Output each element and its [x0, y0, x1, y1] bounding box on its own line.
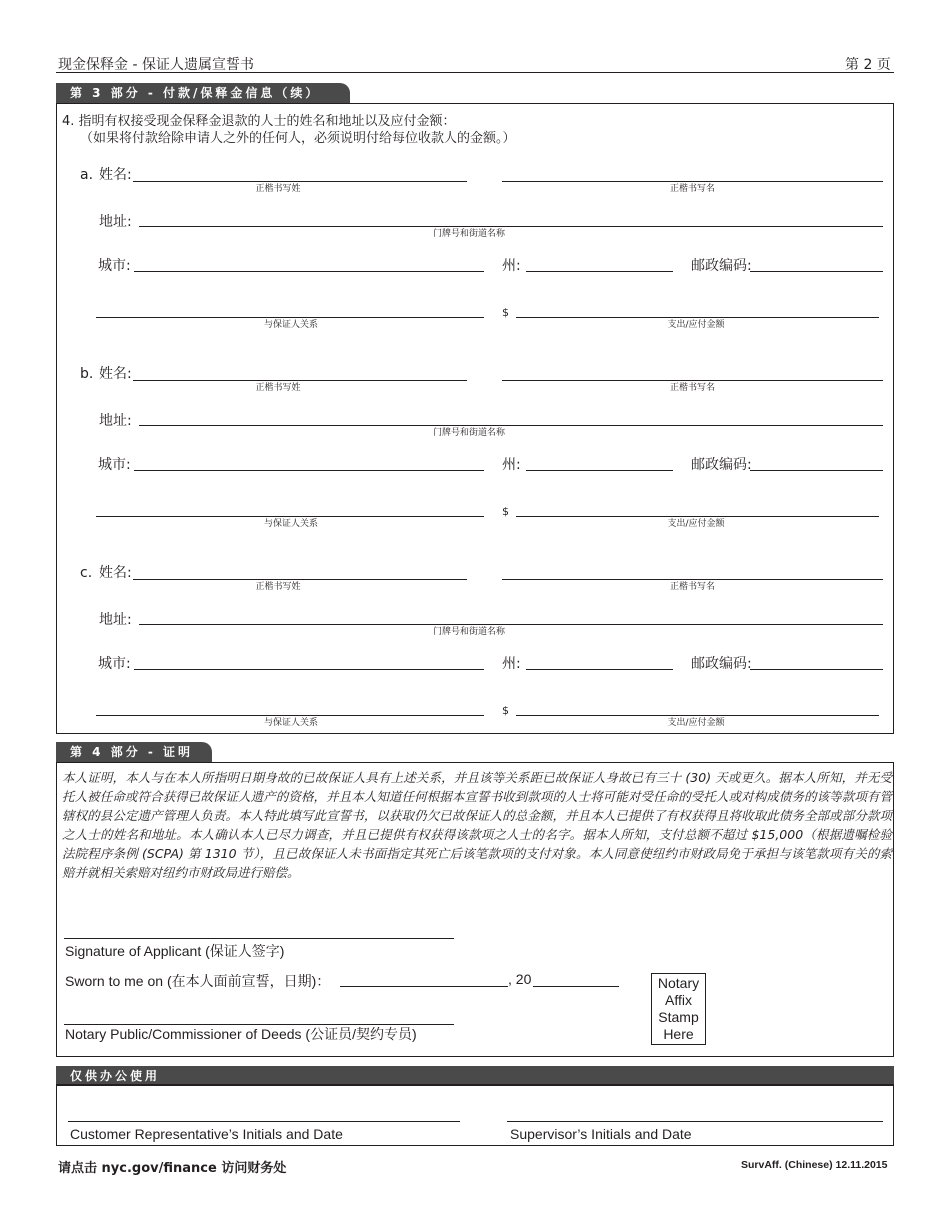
zip-label: 邮政编码: — [691, 258, 752, 274]
supervisor-line[interactable] — [507, 1121, 883, 1122]
zip-field[interactable] — [750, 271, 883, 272]
customer-rep-line[interactable] — [68, 1121, 460, 1122]
zip-label: 邮政编码: — [691, 457, 752, 473]
notary-label: Notary Public/Commissioner of Deeds (公证员/契约专员) — [65, 1026, 417, 1042]
dollar-sign: $ — [502, 505, 509, 518]
section3-tab: 第 3 部分 - 付款/保释金信息（续） — [56, 83, 350, 103]
givenname-hint: 正楷书写名 — [669, 184, 715, 194]
q4-instruction: 4. 指明有权接受现金保释金退款的人士的姓名和地址以及应付金额： — [62, 114, 456, 129]
q4-note: （如果将付款给除申请人之外的任何人，必须说明付给每位收款人的金额。） — [80, 131, 516, 146]
city-label: 城市: — [98, 656, 131, 672]
amount-field[interactable] — [516, 516, 879, 517]
payee-letter: a. — [80, 167, 94, 183]
address-field[interactable] — [139, 226, 883, 227]
relationship-hint: 与保证人关系 — [263, 519, 318, 529]
state-label: 州: — [502, 656, 521, 672]
address-label: 地址: — [99, 413, 132, 429]
footer-website: 请点击 nyc.gov/finance 访问财务处 — [58, 1161, 287, 1176]
office-use-bar: 仅供办公使用 — [56, 1066, 894, 1086]
address-label: 地址: — [99, 214, 132, 230]
zip-label: 邮政编码: — [691, 656, 752, 672]
notary-stamp-box — [651, 973, 706, 1045]
zip-field[interactable] — [750, 669, 883, 670]
footer-form-id: SurvAff. (Chinese) 12.11.2015 — [741, 1159, 888, 1171]
city-field[interactable] — [134, 669, 484, 670]
signature-line[interactable] — [64, 938, 454, 939]
zip-field[interactable] — [750, 470, 883, 471]
givenname-field[interactable] — [502, 181, 883, 182]
state-field[interactable] — [526, 271, 673, 272]
city-label: 城市: — [98, 457, 131, 473]
relationship-hint: 与保证人关系 — [263, 320, 318, 330]
dollar-sign: $ — [502, 704, 509, 717]
surname-hint: 正楷书写姓 — [255, 184, 301, 194]
amount-hint: 支出/应付金额 — [667, 718, 725, 728]
address-field[interactable] — [139, 425, 883, 426]
address-field[interactable] — [139, 624, 883, 625]
dollar-sign: $ — [502, 306, 509, 319]
amount-hint: 支出/应付金额 — [667, 320, 725, 330]
address-hint: 门牌号和街道名称 — [432, 627, 505, 637]
address-hint: 门牌号和街道名称 — [432, 229, 505, 239]
relationship-field[interactable] — [96, 715, 484, 716]
payee-letter: c. — [80, 565, 93, 581]
stamp-line-2: Affix — [665, 992, 692, 1008]
address-hint: 门牌号和街道名称 — [432, 428, 505, 438]
page-number: 第 2 页 — [845, 57, 891, 73]
surname-field[interactable] — [133, 380, 467, 381]
sworn-label: Sworn to me on (在本人面前宣誓，日期)： — [65, 973, 331, 989]
state-field[interactable] — [526, 470, 673, 471]
relationship-field[interactable] — [96, 516, 484, 517]
relationship-hint: 与保证人关系 — [263, 718, 318, 728]
supervisor-label: Supervisor’s Initials and Date — [510, 1126, 692, 1142]
name-label: 姓名: — [99, 366, 132, 382]
amount-hint: 支出/应付金额 — [667, 519, 725, 529]
city-field[interactable] — [134, 470, 484, 471]
sworn-year-line[interactable] — [533, 986, 619, 987]
stamp-line-4: Here — [663, 1026, 694, 1042]
amount-field[interactable] — [516, 715, 879, 716]
amount-field[interactable] — [516, 317, 879, 318]
stamp-line-3: Stamp — [658, 1009, 699, 1025]
payee-letter: b. — [80, 366, 94, 382]
state-field[interactable] — [526, 669, 673, 670]
city-label: 城市: — [98, 258, 131, 274]
givenname-field[interactable] — [502, 579, 883, 580]
surname-hint: 正楷书写姓 — [255, 582, 301, 592]
givenname-hint: 正楷书写名 — [669, 383, 715, 393]
givenname-field[interactable] — [502, 380, 883, 381]
form-title: 现金保释金 - 保证人遗属宣誓书 — [58, 57, 254, 73]
stamp-line-1: Notary — [657, 975, 700, 991]
surname-hint: 正楷书写姓 — [255, 383, 301, 393]
address-label: 地址: — [99, 612, 132, 628]
certification-text: 本人证明，本人与在本人所指明日期身故的已故保证人具有上述关系，并且该等关系距已故保证人身故已有三十 (30) 天或更久。据本人所知，并无受托人被任命或符合获得已故保证人遗产的资格，并且本人知道任何根据本宣誓书收到款项的人士将可能对受任命的受托人或对构成债务的该等款项有管辖权的县公定遗产管理人负责。本人特此填写此宣誓书，以获取仍欠已故保证人的总金额，并且本人已提供了有权获得且将收取此债务全部或部分款项之人士的姓名和地址。本人确认本人已尽力调查，并且已提供有权获得该款项之人士的名字。据本人所知，支付总额不超过 $15,000（根据遗嘱检验法院程序条例 (SCPA) 第 1310 节），且已故保证人未书面指定其死亡后该笔款项的支付对象。本人同意使纽约市财政局免于承担与该笔款项有关的索赔并就相关索赔对纽约市财政局进行赔偿。 — [62, 770, 892, 880]
state-label: 州: — [502, 457, 521, 473]
section3-box — [56, 103, 894, 734]
section4-tab: 第 4 部分 - 证明 — [56, 742, 212, 762]
customer-rep-label: Customer Representative’s Initials and Date — [70, 1126, 343, 1142]
city-field[interactable] — [134, 271, 484, 272]
sworn-date-line[interactable] — [340, 986, 508, 987]
relationship-field[interactable] — [96, 317, 484, 318]
header-rule — [56, 72, 894, 73]
surname-field[interactable] — [133, 579, 467, 580]
surname-field[interactable] — [133, 181, 467, 182]
sworn-year-prefix: , 20 — [508, 971, 532, 987]
name-label: 姓名: — [99, 565, 132, 581]
state-label: 州: — [502, 258, 521, 274]
name-label: 姓名: — [99, 167, 132, 183]
signature-label: Signature of Applicant (保证人签字) — [65, 943, 285, 959]
givenname-hint: 正楷书写名 — [669, 582, 715, 592]
